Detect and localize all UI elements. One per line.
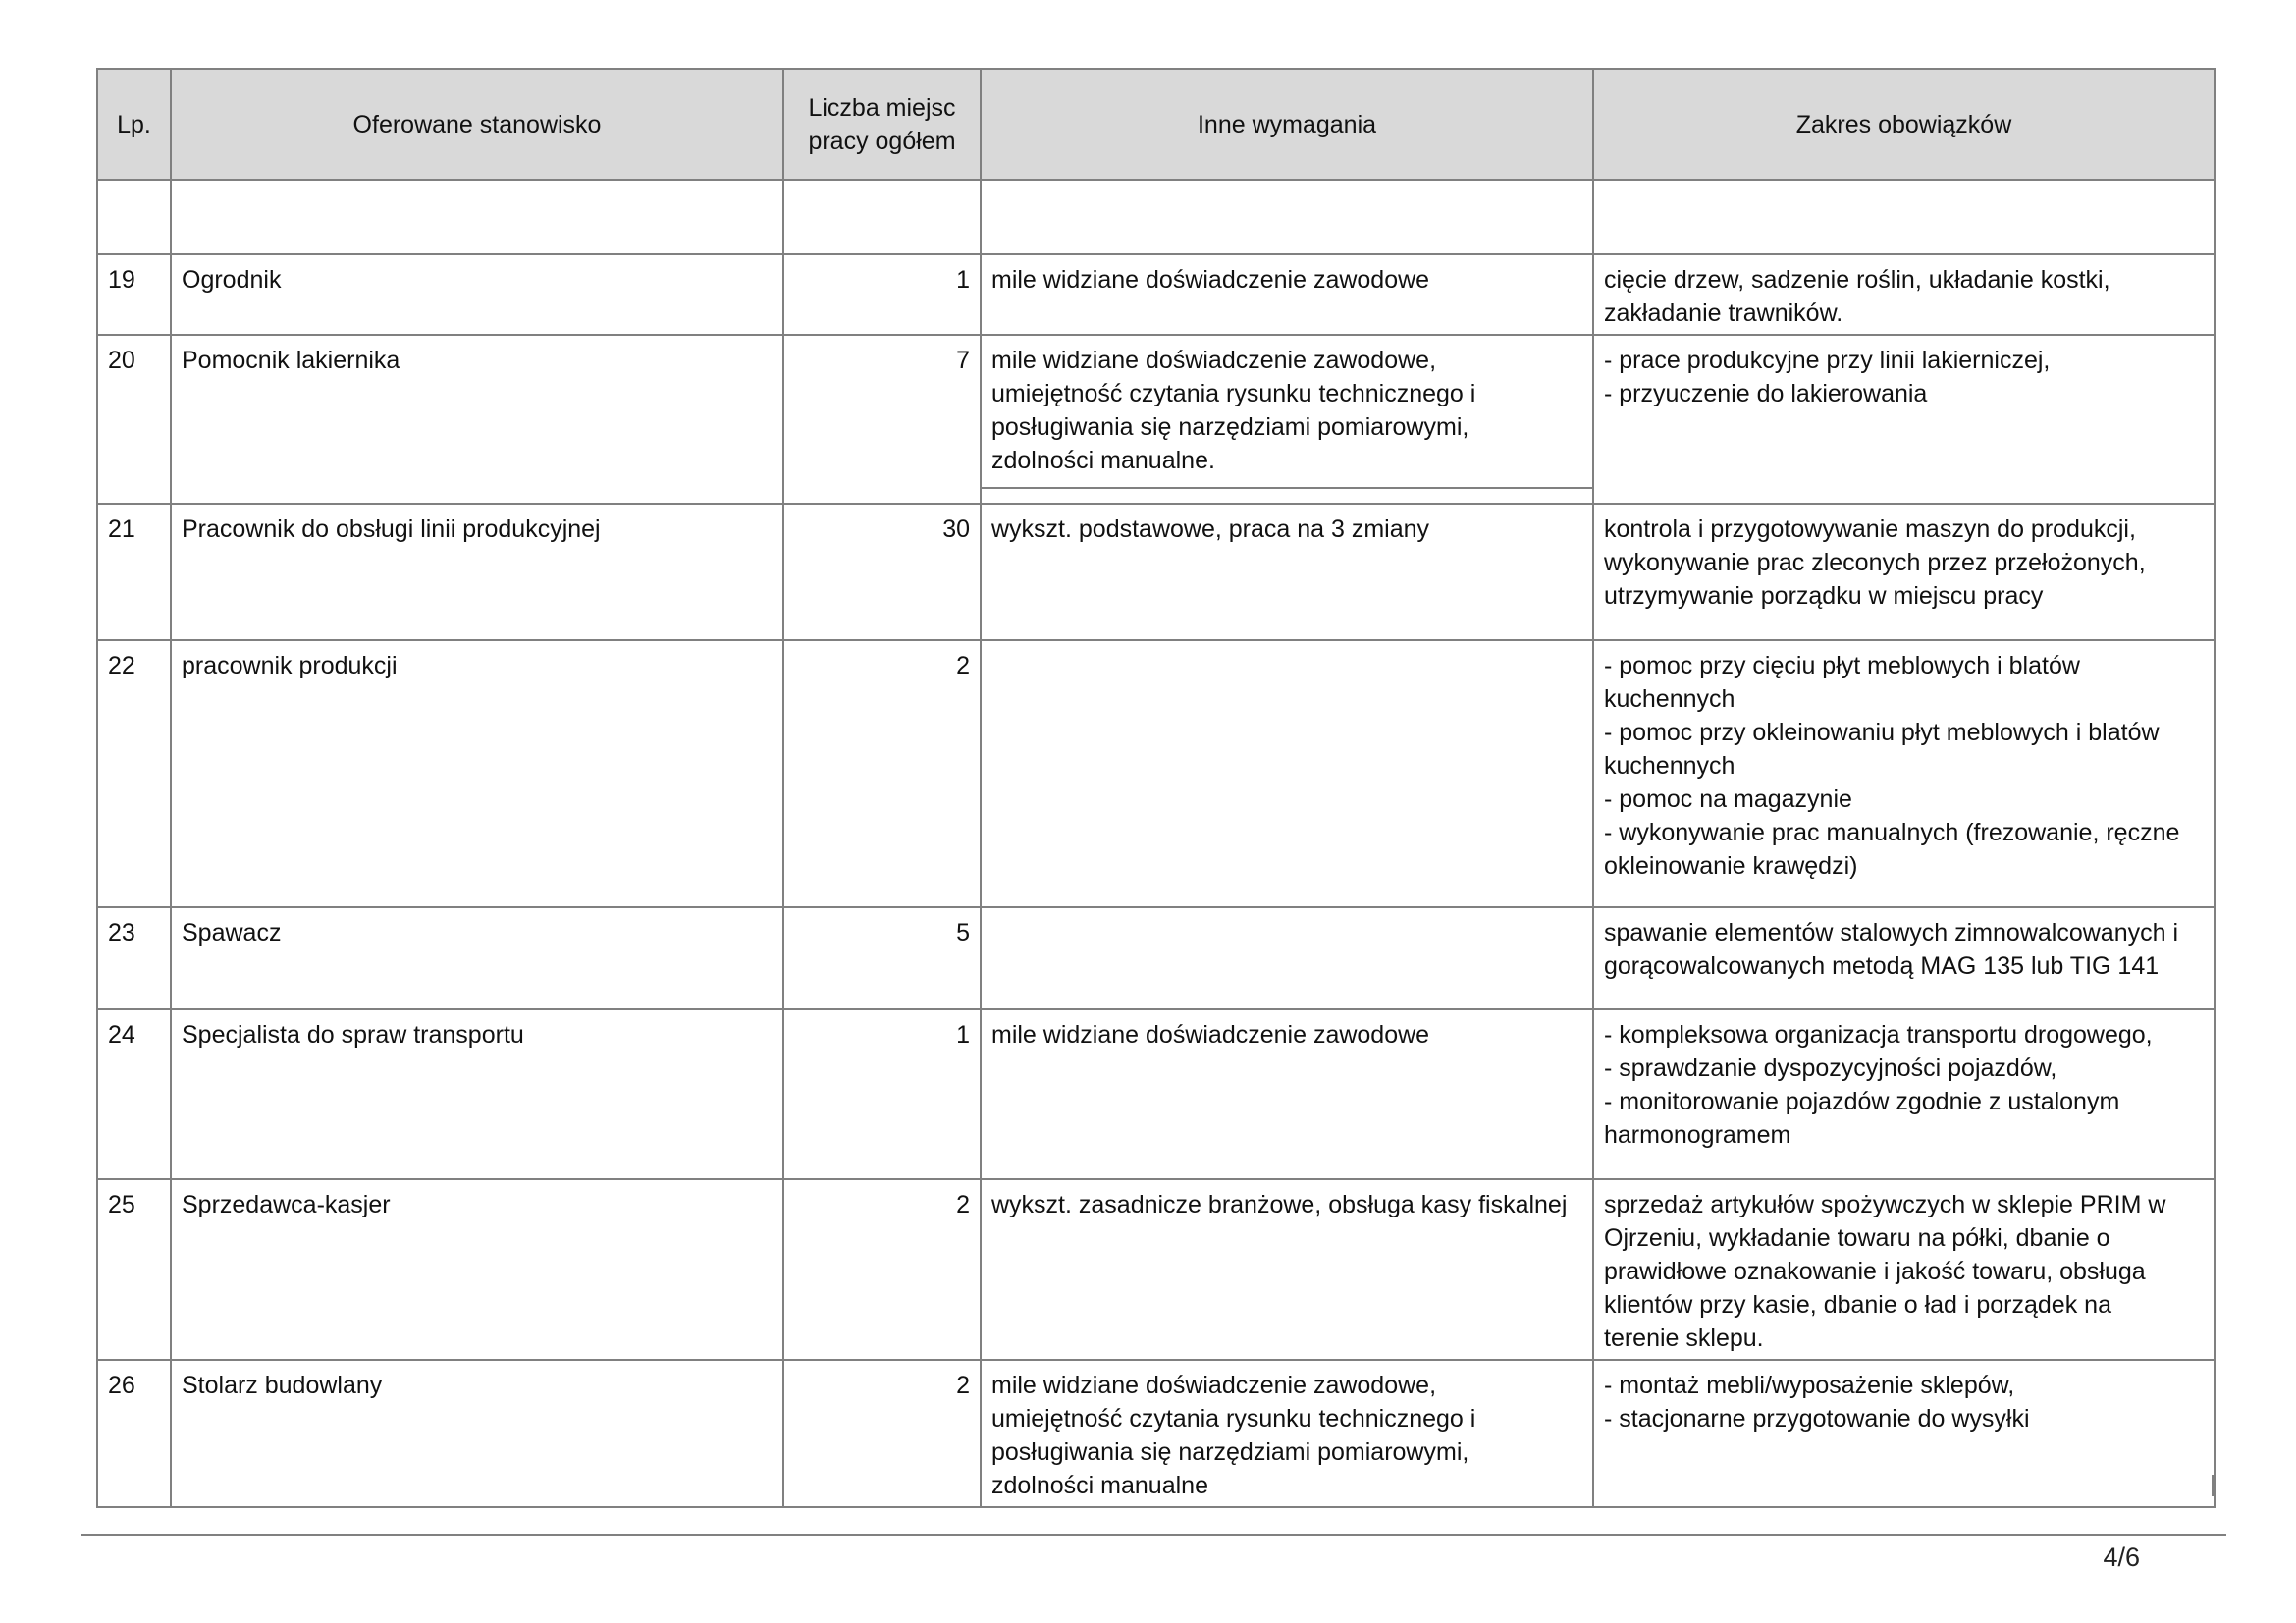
table-row [97,1009,2215,1179]
row-count: 1 [783,1009,981,1179]
row-position: Spawacz [171,907,783,1009]
row-count: 5 [783,907,981,1009]
row-position: Ogrodnik [171,254,783,335]
table-row [97,254,2215,335]
row-position: Stolarz budowlany [171,1360,783,1507]
row-count: 2 [783,1360,981,1507]
footer-divider [81,1534,2226,1536]
row-requirements-cell [981,335,1593,504]
empty-cell [1593,180,2215,254]
empty-cell [783,180,981,254]
empty-cell [97,180,171,254]
row-count: 2 [783,640,981,907]
row-position: Specjalista do spraw transportu [171,1009,783,1179]
row-lp: 21 [97,504,171,640]
row-requirements [981,640,1593,907]
empty-cell [171,180,783,254]
row-duties: sprzedaż artykułów spożywczych w sklepie PRIM w Ojrzeniu, wykładanie towaru na półki, dbanie o prawidłowe oznakowanie i jakość towaru, obsługa klientów przy kasie, dbanie o ład i porządek na terenie sklepu. [1593,1179,2215,1360]
row-requirements: mile widziane doświadczenie zawodowe [981,254,1593,335]
row-requirements: wykszt. zasadnicze branżowe, obsługa kasy fiskalnej [981,1179,1593,1360]
row-lp: 22 [97,640,171,907]
table-row [97,907,2215,1009]
row-position: Pomocnik lakiernika [171,335,783,504]
empty-cell [981,180,1593,254]
table-continuation-edge [96,1475,2214,1496]
row-lp: 23 [97,907,171,1009]
header-duties: Zakres obowiązków [1593,69,2215,180]
row-position: Pracownik do obsługi linii produkcyjnej [171,504,783,640]
row-lp: 19 [97,254,171,335]
row-duties: kontrola i przygotowywanie maszyn do produkcji, wykonywanie prac zleconych przez przełożonych, utrzymywanie porządku w miejscu pracy [1593,504,2215,640]
row-count: 7 [783,335,981,504]
row-duties: - prace produkcyjne przy linii lakierniczej, - przyuczenie do lakierowania [1593,335,2215,504]
header-count: Liczba miejsc pracy ogółem [783,69,981,180]
job-offers-table [96,68,2216,1508]
row-requirements: wykszt. podstawowe, praca na 3 zmiany [981,504,1593,640]
row-requirements: mile widziane doświadczenie zawodowe, umiejętność czytania rysunku technicznego i posługiwania się narzędziami pomiarowymi, zdolności manualne [981,1360,1593,1507]
row-requirements [981,907,1593,1009]
table-row [97,1179,2215,1360]
row-lp: 26 [97,1360,171,1507]
header-position: Oferowane stanowisko [171,69,783,180]
row-lp: 20 [97,335,171,504]
row-count: 2 [783,1179,981,1360]
table-header-row [97,69,2215,180]
row-position: Sprzedawca-kasjer [171,1179,783,1360]
table-row-empty [97,180,2215,254]
row-count: 1 [783,254,981,335]
table-row [97,640,2215,907]
row-duties: spawanie elementów stalowych zimnowalcowanych i gorącowalcowanych metodą MAG 135 lub TIG 141 [1593,907,2215,1009]
header-requirements: Inne wymagania [981,69,1593,180]
row-lp: 24 [97,1009,171,1179]
row-count: 30 [783,504,981,640]
table-row [97,335,2215,504]
row-lp: 25 [97,1179,171,1360]
row-position: pracownik produkcji [171,640,783,907]
table-row [97,504,2215,640]
row-duties: - kompleksowa organizacja transportu drogowego, - sprawdzanie dyspozycyjności pojazdów, - monitorowanie pojazdów zgodnie z ustalonym harmonogramem [1593,1009,2215,1179]
row-duties: cięcie drzew, sadzenie roślin, układanie kostki, zakładanie trawników. [1593,254,2215,335]
page-number: 4/6 [2103,1542,2140,1572]
header-lp: Lp. [97,69,171,180]
cell-divider [982,487,1592,489]
row-requirements: mile widziane doświadczenie zawodowe [981,1009,1593,1179]
row-duties: - montaż mebli/wyposażenie sklepów, - stacjonarne przygotowanie do wysyłki [1593,1360,2215,1507]
row-requirements: mile widziane doświadczenie zawodowe, umiejętność czytania rysunku technicznego i posługiwania się narzędziami pomiarowymi, zdolności manualne. [991,347,1476,474]
row-duties: - pomoc przy cięciu płyt meblowych i blatów kuchennych - pomoc przy okleinowaniu płyt meblowych i blatów kuchennych - pomoc na magazynie - wykonywanie prac manualnych (frezowanie, ręczne okleinowanie krawędzi) [1593,640,2215,907]
